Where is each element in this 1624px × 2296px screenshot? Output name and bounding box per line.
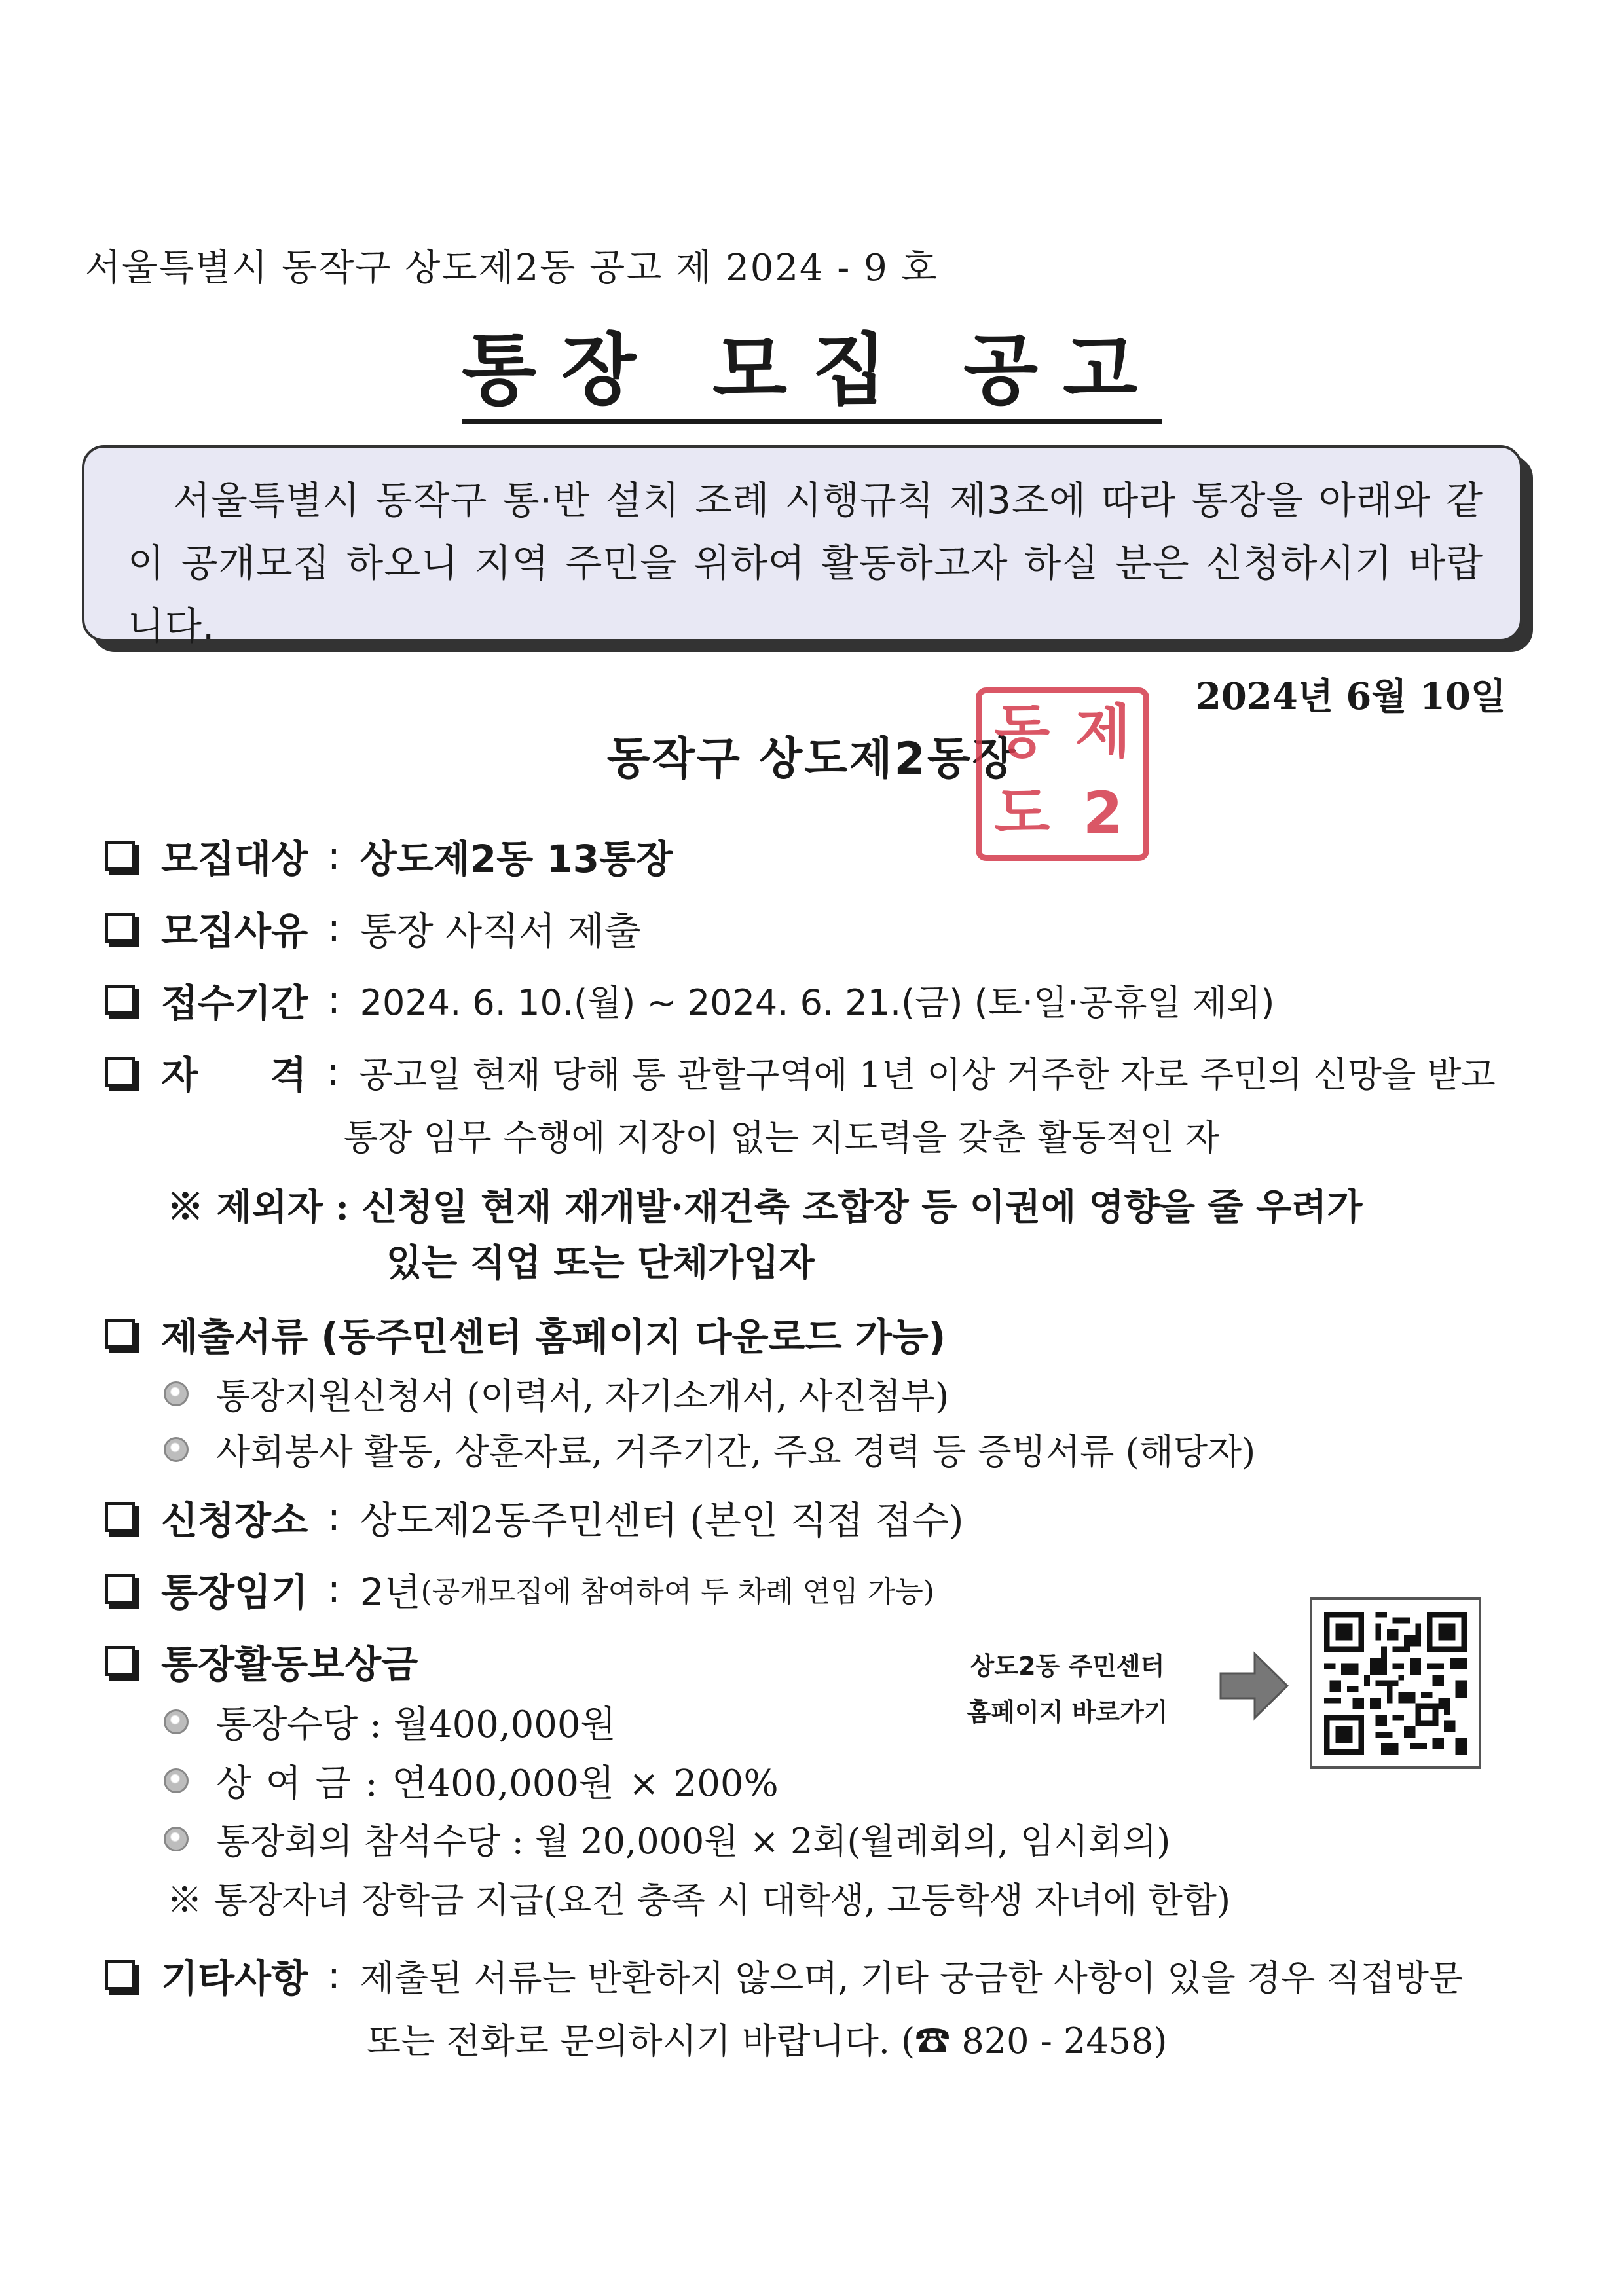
item-documents [105,1306,946,1361]
checkbox-icon [105,985,135,1015]
list-item: 사회봉사 활동, 상훈자료, 거주기간, 주요 경력 등 증빙서류 (해당자) [164,1424,1255,1474]
item-term: 통장임기 : 2년 (공개모집에 참여하여 두 차례 연임 가능) [105,1561,934,1616]
bullet-icon [164,1827,189,1851]
list-item: 상 여 금 : 연400,000원 × 200% [164,1755,779,1807]
bullet-icon [164,1437,189,1462]
item-value: 상도제2동 13통장 [360,837,673,881]
list-item: 통장수당 : 월400,000원 [164,1696,616,1748]
document-number: 서울특별시 동작구 상도제2동 공고 제 2024 - 9 호 [85,247,938,289]
item-label: 모집사유 [161,909,308,953]
item-note: (공개모집에 참여하여 두 차례 연임 가능) [420,1575,934,1609]
item-etc: 기타사항 : 제출된 서류는 반환하지 않으며, 기타 궁금한 사항이 있을 경우 직접방문 [105,1948,1463,2003]
item-label: 통장활동보상금 [161,1642,418,1686]
checkbox-icon [105,1574,135,1604]
issuer: 동작구 상도제2동장 [606,733,1018,785]
item-compensation [105,1633,418,1688]
item-reason: 모집사유 : 통장 사직서 제출 [105,900,641,955]
exclusion-continuation: 있는 직업 또는 단체가입자 [386,1241,815,1285]
item-value: 통장 사직서 제출 [360,909,641,953]
item-value: 2년 [360,1570,421,1614]
item-value: 2024. 6. 10.(월) ~ 2024. 6. 21.(금) (토·일·공휴일 제외) [360,981,1275,1023]
item-target: 모집대상 : 상도제2동 13통장 [105,828,673,883]
qualification-continuation: 통장 임무 수행에 지장이 없는 지도력을 갖춘 활동적인 자 [344,1117,1220,1158]
item-label: 자 격 [161,1053,307,1097]
checkbox-icon [105,1646,135,1676]
item-value: 공고일 현재 당해 통 관할구역에 1년 이상 거주한 자로 주민의 신망을 받고 [358,1053,1496,1095]
item-label: 통장임기 [161,1570,308,1614]
list-item: 통장지원신청서 (이력서, 자기소개서, 사진첨부) [164,1368,949,1419]
intro-text: 서울특별시 동작구 통·반 설치 조례 시행규칙 제3조에 따라 통장을 아래와 같이 공개모집 하오니 지역 주민을 위하여 활동하고자 하실 분은 신청하시기 바랍니다. [128,478,1483,648]
notice-date: 2024년 6월 10일 [1195,675,1506,718]
item-period: 접수기간 : 2024. 6. 10.(월) ~ 2024. 6. 21.(금) (토·일·공휴일 제외) [105,972,1274,1027]
checkbox-icon [105,1057,135,1087]
item-label: 접수기간 [161,981,308,1025]
official-seal-icon: 동 제 도 2 [976,687,1149,861]
qr-label: 상도2동 주민센터 홈페이지 바로가기 [967,1652,1168,1726]
qr-code-icon[interactable] [1310,1597,1481,1769]
item-place: 신청장소 : 상도제2동주민센터 (본인 직접 접수) [105,1489,964,1544]
item-value: 제출된 서류는 반환하지 않으며, 기타 궁금한 사항이 있을 경우 직접방문 [360,1957,1464,1999]
item-qualification: 자 격 : 공고일 현재 당해 통 관할구역에 1년 이상 거주한 자로 주민의 신망을 받고 [105,1044,1496,1099]
item-label: 모집대상 [161,837,308,881]
intro-box [82,445,1522,648]
bullet-icon [164,1381,189,1406]
arrow-right-icon [1218,1650,1290,1724]
checkbox-icon [105,1960,135,1990]
bullet-icon [164,1768,189,1793]
list-item: 통장회의 참석수당 : 월 20,000원 × 2회(월례회의, 임시회의) [164,1813,1170,1864]
checkbox-icon [105,1502,135,1532]
item-label: 신청장소 [161,1498,308,1542]
scholarship-note: ※ 통장자녀 장학금 지급(요건 충족 시 대학생, 고등학생 자녀에 한함) [167,1880,1231,1921]
item-value: 상도제2동주민센터 (본인 직접 접수) [360,1498,964,1542]
item-label: 기타사항 [161,1956,308,2001]
bullet-icon [164,1709,189,1734]
item-label: 제출서류 (동주민센터 홈페이지 다운로드 가능) [161,1315,946,1359]
checkbox-icon [105,913,135,943]
checkbox-icon [105,841,135,871]
checkbox-icon [105,1319,135,1349]
exclusion-note: ※ 제외자 : 신청일 현재 재개발·재건축 조합장 등 이권에 영향을 줄 우려가 [167,1186,1363,1229]
etc-continuation: 또는 전화로 문의하시기 바랍니다. (☎ 820 - 2458) [367,2020,1168,2062]
page-title: 통장 모집 공고 [0,308,1624,419]
